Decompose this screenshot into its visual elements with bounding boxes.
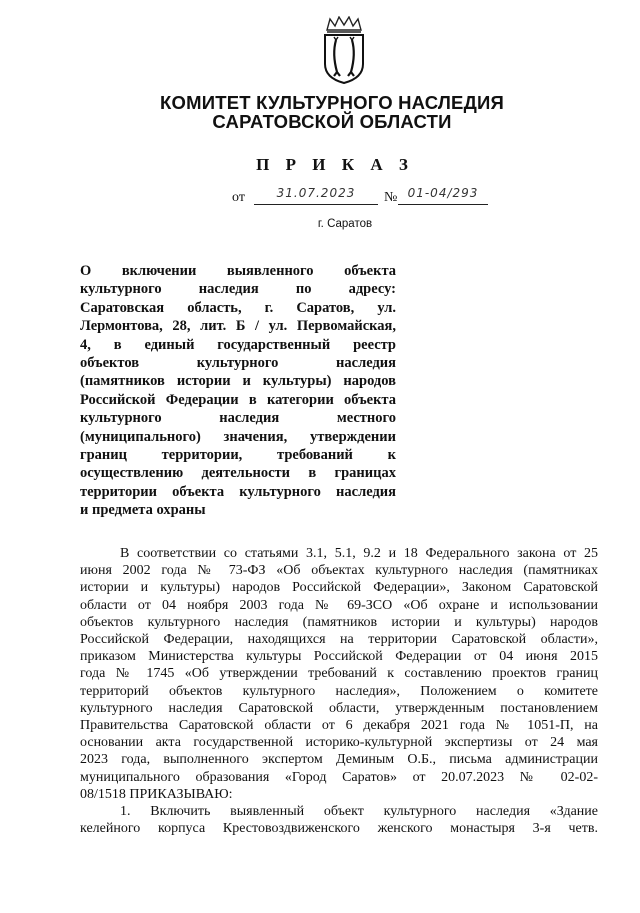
handwritten-number: 01-04/293 xyxy=(398,186,488,205)
subject-line: 4, в единый государственный реестр xyxy=(80,336,396,353)
subject-line: О включении выявленного объекта xyxy=(80,263,396,279)
issue-city: г. Саратов xyxy=(317,218,373,230)
number-prefix: № xyxy=(384,190,398,205)
body-line: муниципального образования «Город Саратов» от 20.07.2023 № 02-02- xyxy=(80,769,598,785)
body-line: объектов культурного наследия (памятников истории и культуры) народов xyxy=(80,614,598,630)
body-line: культурного наследия Саратовской области, утвержденным постановлением xyxy=(80,700,598,716)
body-line: области от 04 ноября 2003 года № 69-ЗСО «Об охране и использовании xyxy=(80,597,598,613)
organization-name-line2: САРАТОВСКОЙ ОБЛАСТИ xyxy=(212,111,452,132)
subject-line: культурного наследия по адресу: xyxy=(80,281,396,298)
document-type-title: П Р И К А З xyxy=(256,155,414,174)
handwritten-date: 31.07.2023 xyxy=(254,186,378,205)
subject-line: (памятников истории и культуры) народов xyxy=(80,373,396,390)
organization-name-line1: КОМИТЕТ КУЛЬТУРНОГО НАСЛЕДИЯ xyxy=(160,92,504,113)
subject-line: культурного наследия местного xyxy=(80,410,396,427)
subject-line: осуществлению деятельности в границах xyxy=(80,465,396,482)
body-line: 1. Включить выявленный объект культурного наследия «Здание xyxy=(120,804,598,820)
subject-line: и предмета охраны xyxy=(80,502,206,519)
body-line: келейного корпуса Крестовоздвиженского женского монастыря 3-я четв. xyxy=(80,821,598,837)
body-line: основании акта государственной историко-культурной экспертизы от 24 мая xyxy=(80,735,598,751)
body-line: года № 1745 «Об утверждении требований к составлению проектов границ xyxy=(80,666,598,682)
body-line: Российской Федерации, находящихся на территории Саратовской области», xyxy=(80,632,598,648)
subject-line: границ территории, требований к xyxy=(80,447,396,464)
body-line: 2023 года, выполненного экспертом Деминым О.Б., письма администрации xyxy=(80,752,598,768)
date-prefix: от xyxy=(232,190,245,205)
subject-line: территории объекта культурного наследия xyxy=(80,483,396,500)
subject-line: Саратовская область, г. Саратов, ул. xyxy=(80,299,396,316)
subject-line: объектов культурного наследия xyxy=(80,355,396,372)
body-line: истории и культуры) народов Российской Федерации», Законом Саратовской xyxy=(80,580,598,596)
body-line: Правительства Саратовской области от 6 декабря 2021 года № 1051-П, на xyxy=(80,718,598,734)
subject-line: Лермонтова, 28, лит. Б / ул. Первомайская, xyxy=(80,318,396,335)
body-line: В соответствии со статьями 3.1, 5.1, 9.2 и 18 Федерального закона от 25 xyxy=(120,546,598,561)
subject-line: (муниципального) значения, утверждении xyxy=(80,428,396,445)
subject-line: Российской Федерации в категории объекта xyxy=(80,391,396,408)
body-line: приказом Министерства культуры Российской Федерации от 04 июня 2015 xyxy=(80,649,598,665)
body-line: июня 2002 года № 73-ФЗ «Об объектах культурного наследия (памятниках xyxy=(80,563,598,579)
body-line: территорий объектов культурного наследия», Положением о комитете xyxy=(80,683,598,699)
order-subject xyxy=(80,262,396,520)
order-body xyxy=(80,545,598,837)
saratov-coat-of-arms-icon xyxy=(321,16,367,84)
body-line: 08/1518 ПРИКАЗЫВАЮ: xyxy=(80,786,233,802)
